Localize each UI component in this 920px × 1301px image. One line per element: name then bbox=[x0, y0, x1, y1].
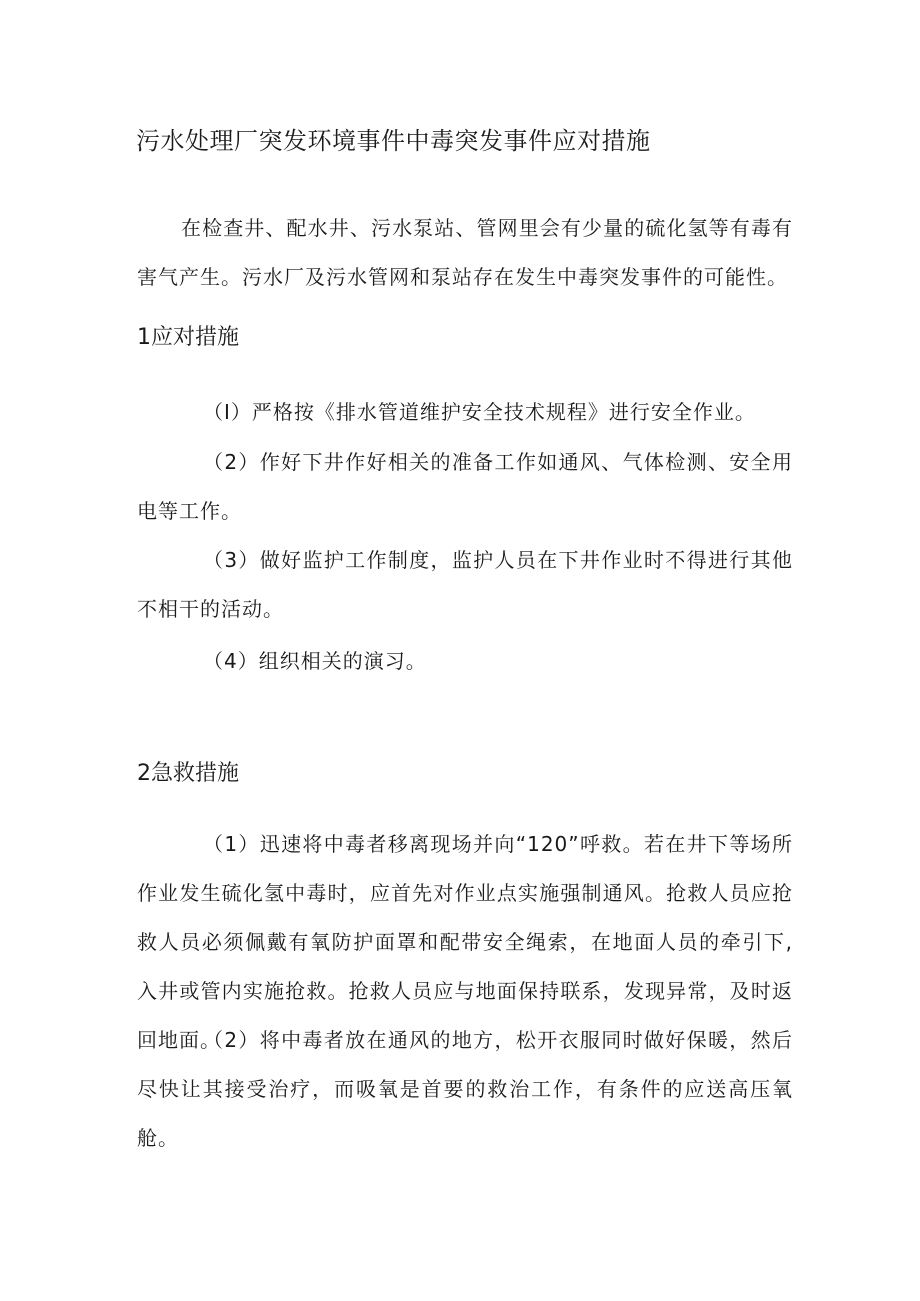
document-title: 污水处理厂突发环境事件中毒突发事件应对措施 bbox=[136, 127, 651, 155]
section2-heading: 2急救措施 bbox=[137, 761, 239, 786]
section1-heading: 1应对措施 bbox=[137, 325, 239, 350]
section1-item-4: （4）组织相关的演习。 bbox=[203, 649, 427, 673]
section1-item-3: （3）做好监护工作制度，监护人员在下井作业时不得进行其他不相干的活动。 bbox=[137, 548, 793, 621]
intro-paragraph: 在检查井、配水井、污水泵站、管网里会有少量的硫化氢等有毒有害气产生。污水厂及污水管网和泵站存在发生中毒突发事件的可能性。 bbox=[137, 216, 793, 289]
section2-item-2: （2）将中毒者放在通风的地方，松开衣服同时做好保暖，然后尽快让其接受治疗，而吸氧是首要的救治工作，有条件的应送高压氧舱。 bbox=[137, 1028, 793, 1150]
section1-item-1: （I）严格按《排水管道维护安全技术规程》进行安全作业。 bbox=[203, 400, 756, 424]
section2-item-1: （1）迅速将中毒者移离现场并向“120”呼救。若在井下等场所作业发生硫化氢中毒时，应首先对作业点实施强制通风。抢救人员应抢救人员必须佩戴有氧防护面罩和配带安全绳索，在地面人员的牵引下,入井或管内实施抢救。抢救人员应与地面保持联系，发现异常，及时返回地面。 bbox=[137, 832, 793, 1052]
section1-item-2: （2）作好下井作好相关的准备工作如通风、气体检测、安全用电等工作。 bbox=[137, 450, 793, 523]
